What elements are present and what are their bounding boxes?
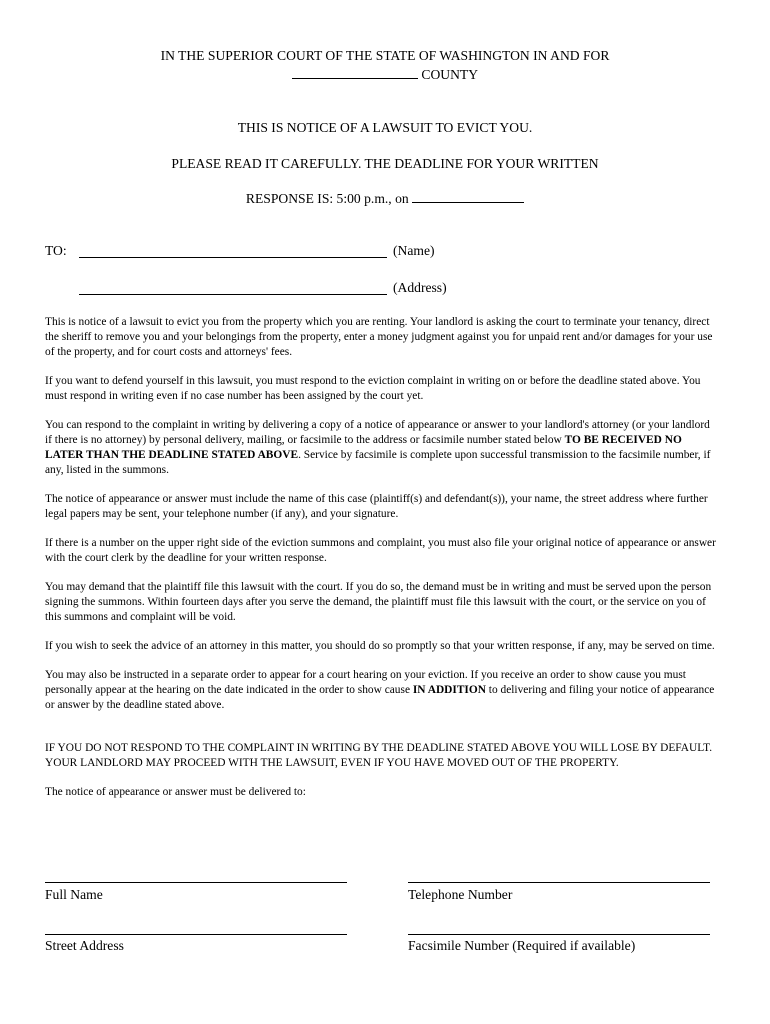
to-name-row	[45, 243, 725, 263]
notice-title: THIS IS NOTICE OF A LAWSUIT TO EVICT YOU.	[237, 120, 533, 135]
telephone-line[interactable]	[408, 882, 710, 883]
response-deadline-line	[0, 189, 770, 208]
address-blank[interactable]	[79, 280, 387, 295]
to-address-row	[45, 280, 725, 300]
street-address-line[interactable]	[45, 934, 347, 935]
county-label: COUNTY	[421, 67, 479, 82]
full-name-label: Full Name	[45, 887, 103, 902]
paragraph-attorney-advice: If you wish to seek the advice of an attorney in this matter, you should do so promptly so that your written response, if any, may be served on time.	[45, 640, 715, 652]
paragraph-defend: If you want to defend yourself in this lawsuit, you must respond to the eviction complaint in writing on or before the deadline stated above. You must respond in writing even if no case number has been assigned by the court yet.	[45, 375, 701, 402]
paragraph-default-warning: IF YOU DO NOT RESPOND TO THE COMPLAINT IN WRITING BY THE DEADLINE STATED ABOVE YOU WILL LOSE BY DEFAULT. YOUR LANDLORD MAY PROCEED WITH THE LAWSUIT, EVEN IF YOU HAVE MOVED OUT OF THE PROPERTY.	[45, 742, 713, 769]
court-heading-line1: IN THE SUPERIOR COURT OF THE STATE OF WASHINGTON IN AND FOR	[160, 48, 610, 63]
deadline-date-blank[interactable]	[412, 190, 524, 203]
county-line	[0, 65, 770, 84]
full-name-line[interactable]	[45, 882, 347, 883]
facsimile-line[interactable]	[408, 934, 710, 935]
paragraph-required-content: The notice of appearance or answer must include the name of this case (plaintiff(s) and defendant(s)), your name, the street address where further legal papers may be sent, your telephone number (if any), and your signature.	[45, 493, 708, 520]
name-tag: (Name)	[393, 243, 435, 258]
court-heading	[0, 46, 770, 84]
address-tag: (Address)	[393, 280, 447, 295]
notice-body	[45, 315, 717, 814]
to-label: TO:	[45, 243, 67, 258]
paragraph-lawsuit-notice: This is notice of a lawsuit to evict you from the property which you are renting. Your landlord is asking the court to terminate your tenancy, direct the sheriff to remove you and your belongings from the property, enter a money judgment against you for unpaid rent and/or damages for your use of the property, and for court costs and attorneys' fees.	[45, 316, 713, 358]
telephone-label: Telephone Number	[408, 887, 513, 902]
paragraph-respond-method: You can respond to the complaint in writing by delivering a copy of a notice of appearance or answer to your landlord's attorney (or your landlord if there is no attorney) by personal delivery, mailing, or facsimile to the address or facsimile number stated below TO BE RECEIVED NO LATER THAN THE DEADLINE STATED ABOVE. Service by facsimile is complete upon successful transmission to the facsimile number, if any, listed in the summons.	[45, 419, 711, 476]
paragraph-file-original: If there is a number on the upper right side of the eviction summons and complaint, you must also file your original notice of appearance or answer with the court clerk by the deadline for your written response.	[45, 537, 716, 564]
paragraph-show-cause: You may also be instructed in a separate order to appear for a court hearing on your eviction. If you receive an order to show cause you must personally appear at the hearing on the date indicated in the order to show cause IN ADDITION to delivering and filing your notice of appearance or answer by the deadline stated above.	[45, 669, 715, 711]
facsimile-label: Facsimile Number (Required if available)	[408, 938, 636, 953]
name-blank[interactable]	[79, 243, 387, 258]
street-address-label: Street Address	[45, 938, 124, 953]
response-deadline-label: RESPONSE IS: 5:00 p.m., on	[245, 191, 409, 206]
paragraph-demand-filing: You may demand that the plaintiff file this lawsuit with the court. If you do so, the demand must be in writing and must be served upon the person signing the summons. Within fourteen days after you serve the demand, the plaintiff must file this lawsuit with the court, or the service on you of this summons and complaint will be void.	[45, 581, 712, 623]
read-carefully-line: PLEASE READ IT CAREFULLY. THE DEADLINE FOR YOUR WRITTEN	[171, 156, 599, 171]
paragraph-delivered-to: The notice of appearance or answer must be delivered to:	[45, 786, 306, 798]
county-blank[interactable]	[292, 66, 418, 79]
